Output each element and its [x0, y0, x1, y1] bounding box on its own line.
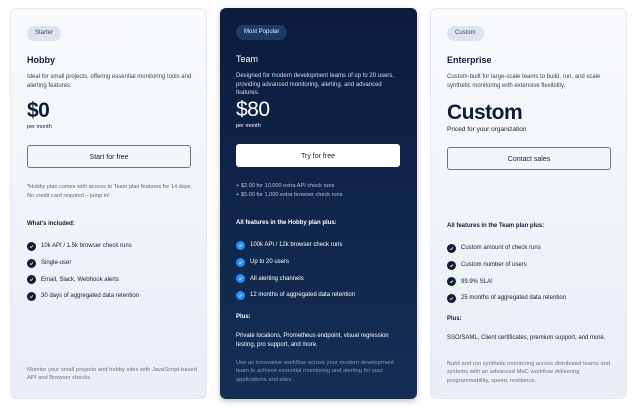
feature-item	[447, 273, 622, 290]
plan-footer: Build and run synthetic monitoring across distributed teams and systems with an advanced MaC workflow delivering programmability, speed, resilience.	[447, 361, 611, 384]
plan-description: Ideal for small projects, offering essential monitoring tools and alerting features.	[27, 74, 192, 89]
feature-item	[447, 290, 622, 307]
addon-pricing	[236, 182, 404, 199]
plus-heading: Plus:	[447, 316, 462, 322]
feature-label: Single-user	[41, 260, 72, 267]
plan-description: Custom-built for large-scale teams to build, run, and scale synthetic monitoring with extensive flexibility.	[447, 74, 601, 89]
addon-item: + $5.00 for 1,000 extra browser check runs	[236, 191, 343, 198]
feature-list	[27, 238, 202, 305]
check-icon	[447, 294, 456, 303]
plan-card-team	[220, 8, 417, 399]
feature-label: 30 days of aggregated data retention	[41, 293, 140, 300]
plan-name: Hobby	[27, 55, 55, 65]
addon-item: + $2.00 for 10,000 extra API check runs	[236, 183, 335, 189]
price-period: Priced for your organization	[447, 126, 527, 133]
features-heading: All features in the Hobby plan plus:	[236, 220, 337, 226]
plan-badge: Most Popular	[236, 25, 287, 40]
feature-item	[27, 255, 202, 272]
check-icon	[236, 274, 245, 283]
plan-price: Custom	[447, 101, 523, 124]
feature-item	[27, 288, 202, 305]
feature-label: 99.9% SLA!	[461, 278, 493, 285]
feature-label: 100k API / 12k browser check runs	[250, 242, 343, 249]
plan-badge: Custom	[447, 26, 484, 41]
plus-text: SSO/SAML, Client certificates, premium support, and more.	[447, 335, 606, 341]
feature-label: Custom number of users	[461, 262, 527, 269]
feature-item	[27, 238, 202, 255]
feature-label: 25 months of aggregated data retention	[461, 295, 567, 302]
feature-label: Custom amount of check runs	[461, 245, 541, 252]
start-for-free-button[interactable]: Start for free	[27, 145, 191, 168]
plus-heading: Plus:	[236, 314, 251, 320]
try-for-free-button[interactable]: Try for free	[236, 144, 400, 167]
check-icon	[447, 277, 456, 286]
check-icon	[236, 291, 245, 300]
plan-footer: Monitor your small projects and hobby sites with JavaScript-based API and Browser checks.	[27, 367, 197, 382]
check-icon	[27, 259, 36, 268]
plus-text: Private locations, Prometheus endpoint, visual regression testing, pro support, and more.	[236, 333, 389, 348]
feature-label: 10k API / 1.5k browser check runs	[41, 243, 132, 250]
check-icon	[447, 244, 456, 253]
check-icon	[27, 275, 36, 284]
plan-card-hobby	[10, 8, 207, 399]
feature-list	[236, 237, 411, 304]
plan-name: Enterprise	[447, 55, 492, 65]
check-icon	[27, 242, 36, 251]
feature-item	[236, 237, 411, 254]
feature-item	[236, 270, 411, 287]
check-icon	[27, 292, 36, 301]
plan-footer: Use an innovative workflow across your modern development team to achieve essential monitoring and alerting for your applications and sites.	[236, 360, 394, 383]
plan-name: Team	[236, 54, 259, 64]
feature-label: 12 months of aggregated data retention	[250, 292, 356, 299]
plan-note: *Hobby plan comes with access to Team plan features for 14 days. No credit card required – jump in!	[27, 184, 192, 199]
feature-item	[447, 257, 622, 274]
features-heading: All features in the Team plan plus:	[447, 223, 545, 229]
price-period: per month	[236, 123, 261, 129]
feature-list	[447, 240, 622, 307]
contact-sales-button[interactable]: Contact sales	[447, 147, 611, 170]
price-period: per month	[27, 124, 52, 130]
feature-label: All alerting channels	[250, 275, 304, 282]
plan-card-enterprise	[430, 8, 627, 399]
check-icon	[447, 261, 456, 270]
feature-item	[447, 240, 622, 257]
feature-label: Up to 20 users	[250, 259, 290, 266]
plan-description: Designed for modern development teams of up to 20 users, providing advanced monitoring, alerting, and advanced features.	[236, 73, 395, 96]
check-icon	[236, 241, 245, 250]
feature-label: Email, Slack, Webhook alerts	[41, 276, 119, 283]
plan-price: $0	[27, 99, 50, 122]
check-icon	[236, 258, 245, 267]
plan-price: $80	[236, 98, 270, 121]
features-heading: What's included:	[27, 221, 75, 227]
plan-badge: Starter	[27, 26, 61, 41]
feature-item	[27, 271, 202, 288]
feature-item	[236, 254, 411, 271]
feature-item	[236, 287, 411, 304]
